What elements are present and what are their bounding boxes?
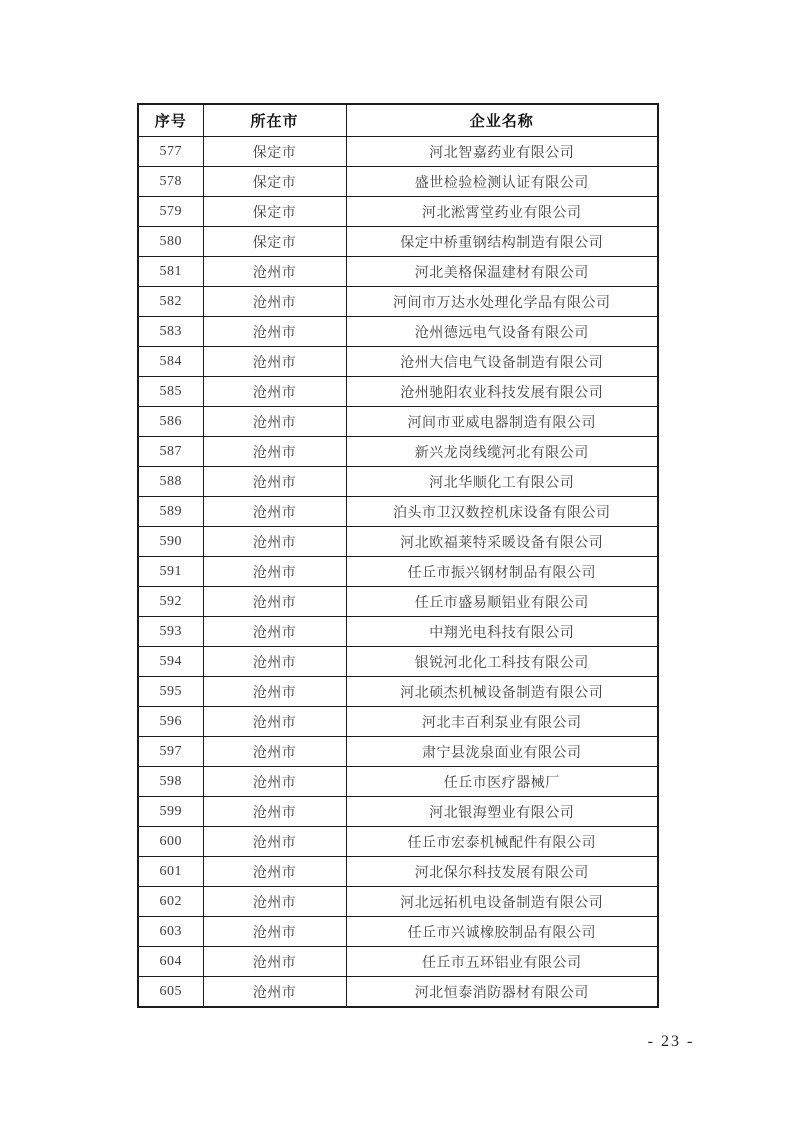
cell-city: 沧州市 (203, 407, 346, 437)
cell-company-name: 银锐河北化工科技有限公司 (346, 647, 658, 677)
table-row (138, 557, 658, 587)
cell-city: 沧州市 (203, 437, 346, 467)
cell-company-name: 河北银海塑业有限公司 (346, 797, 658, 827)
cell-company-name: 河北远拓机电设备制造有限公司 (346, 887, 658, 917)
cell-serial-number: 592 (138, 587, 203, 617)
cell-serial-number: 603 (138, 917, 203, 947)
table-row (138, 797, 658, 827)
table-row (138, 767, 658, 797)
table-row (138, 257, 658, 287)
cell-serial-number: 588 (138, 467, 203, 497)
cell-serial-number: 577 (138, 137, 203, 167)
cell-city: 沧州市 (203, 707, 346, 737)
cell-company-name: 沧州德远电气设备有限公司 (346, 317, 658, 347)
cell-serial-number: 601 (138, 857, 203, 887)
cell-city: 沧州市 (203, 767, 346, 797)
table-row (138, 977, 658, 1008)
cell-company-name: 河北美格保温建材有限公司 (346, 257, 658, 287)
cell-city: 沧州市 (203, 917, 346, 947)
cell-company-name: 河北硕杰机械设备制造有限公司 (346, 677, 658, 707)
header-city: 所在市 (203, 104, 346, 137)
cell-serial-number: 597 (138, 737, 203, 767)
cell-company-name: 河北保尔科技发展有限公司 (346, 857, 658, 887)
table-row (138, 677, 658, 707)
table-row (138, 707, 658, 737)
cell-company-name: 河间市万达水处理化学品有限公司 (346, 287, 658, 317)
cell-serial-number: 584 (138, 347, 203, 377)
cell-serial-number: 587 (138, 437, 203, 467)
cell-company-name: 河北欧福莱特采暖设备有限公司 (346, 527, 658, 557)
cell-serial-number: 581 (138, 257, 203, 287)
cell-city: 沧州市 (203, 557, 346, 587)
cell-city: 沧州市 (203, 737, 346, 767)
cell-city: 沧州市 (203, 827, 346, 857)
cell-company-name: 任丘市医疗器械厂 (346, 767, 658, 797)
cell-company-name: 保定中桥重钢结构制造有限公司 (346, 227, 658, 257)
cell-serial-number: 593 (138, 617, 203, 647)
cell-company-name: 沧州驰阳农业科技发展有限公司 (346, 377, 658, 407)
company-table (137, 103, 659, 1008)
cell-serial-number: 580 (138, 227, 203, 257)
cell-company-name: 盛世检验检测认证有限公司 (346, 167, 658, 197)
cell-company-name: 河北华顺化工有限公司 (346, 467, 658, 497)
table-row (138, 917, 658, 947)
table-row (138, 497, 658, 527)
table-row (138, 887, 658, 917)
table-row (138, 407, 658, 437)
cell-city: 保定市 (203, 227, 346, 257)
cell-company-name: 中翔光电科技有限公司 (346, 617, 658, 647)
cell-city: 沧州市 (203, 347, 346, 377)
table-row (138, 137, 658, 167)
table-row (138, 287, 658, 317)
cell-serial-number: 605 (138, 977, 203, 1008)
cell-company-name: 肃宁县泷泉面业有限公司 (346, 737, 658, 767)
table-row (138, 527, 658, 557)
table-row (138, 227, 658, 257)
cell-serial-number: 578 (138, 167, 203, 197)
cell-company-name: 任丘市五环铝业有限公司 (346, 947, 658, 977)
table-body (138, 137, 658, 1008)
cell-company-name: 任丘市宏泰机械配件有限公司 (346, 827, 658, 857)
table-row (138, 467, 658, 497)
cell-company-name: 河间市亚威电器制造有限公司 (346, 407, 658, 437)
cell-city: 沧州市 (203, 587, 346, 617)
cell-serial-number: 604 (138, 947, 203, 977)
table-header-row (138, 104, 658, 137)
cell-city: 沧州市 (203, 647, 346, 677)
cell-city: 沧州市 (203, 287, 346, 317)
table-row (138, 647, 658, 677)
cell-serial-number: 582 (138, 287, 203, 317)
cell-city: 沧州市 (203, 467, 346, 497)
table-row (138, 617, 658, 647)
cell-city: 沧州市 (203, 797, 346, 827)
table-row (138, 437, 658, 467)
cell-city: 保定市 (203, 137, 346, 167)
cell-city: 沧州市 (203, 677, 346, 707)
cell-city: 沧州市 (203, 317, 346, 347)
table-row (138, 947, 658, 977)
cell-serial-number: 594 (138, 647, 203, 677)
cell-city: 沧州市 (203, 527, 346, 557)
table-row (138, 827, 658, 857)
cell-company-name: 泊头市卫汉数控机床设备有限公司 (346, 497, 658, 527)
cell-serial-number: 586 (138, 407, 203, 437)
cell-serial-number: 591 (138, 557, 203, 587)
cell-city: 沧州市 (203, 887, 346, 917)
table-row (138, 167, 658, 197)
cell-company-name: 新兴龙岗线缆河北有限公司 (346, 437, 658, 467)
cell-company-name: 任丘市兴诚橡胶制品有限公司 (346, 917, 658, 947)
cell-city: 保定市 (203, 197, 346, 227)
cell-city: 沧州市 (203, 377, 346, 407)
cell-city: 沧州市 (203, 857, 346, 887)
cell-serial-number: 595 (138, 677, 203, 707)
table-row (138, 347, 658, 377)
cell-city: 沧州市 (203, 947, 346, 977)
cell-company-name: 任丘市振兴钢材制品有限公司 (346, 557, 658, 587)
table-row (138, 197, 658, 227)
table-row (138, 587, 658, 617)
page-number: - 23 - (647, 1033, 695, 1050)
cell-city: 保定市 (203, 167, 346, 197)
cell-serial-number: 600 (138, 827, 203, 857)
cell-city: 沧州市 (203, 497, 346, 527)
cell-serial-number: 599 (138, 797, 203, 827)
cell-serial-number: 583 (138, 317, 203, 347)
header-company-name: 企业名称 (346, 104, 658, 137)
cell-company-name: 河北淞霄堂药业有限公司 (346, 197, 658, 227)
cell-serial-number: 585 (138, 377, 203, 407)
cell-serial-number: 589 (138, 497, 203, 527)
table-row (138, 377, 658, 407)
cell-company-name: 河北智嘉药业有限公司 (346, 137, 658, 167)
cell-serial-number: 590 (138, 527, 203, 557)
cell-serial-number: 602 (138, 887, 203, 917)
cell-company-name: 任丘市盛易顺铝业有限公司 (346, 587, 658, 617)
cell-city: 沧州市 (203, 257, 346, 287)
cell-city: 沧州市 (203, 617, 346, 647)
cell-company-name: 沧州大信电气设备制造有限公司 (346, 347, 658, 377)
cell-city: 沧州市 (203, 977, 346, 1008)
cell-serial-number: 579 (138, 197, 203, 227)
cell-serial-number: 596 (138, 707, 203, 737)
header-serial-number: 序号 (138, 104, 203, 137)
table-row (138, 857, 658, 887)
table-row (138, 737, 658, 767)
cell-serial-number: 598 (138, 767, 203, 797)
cell-company-name: 河北恒泰消防器材有限公司 (346, 977, 658, 1008)
table-row (138, 317, 658, 347)
cell-company-name: 河北丰百利泵业有限公司 (346, 707, 658, 737)
